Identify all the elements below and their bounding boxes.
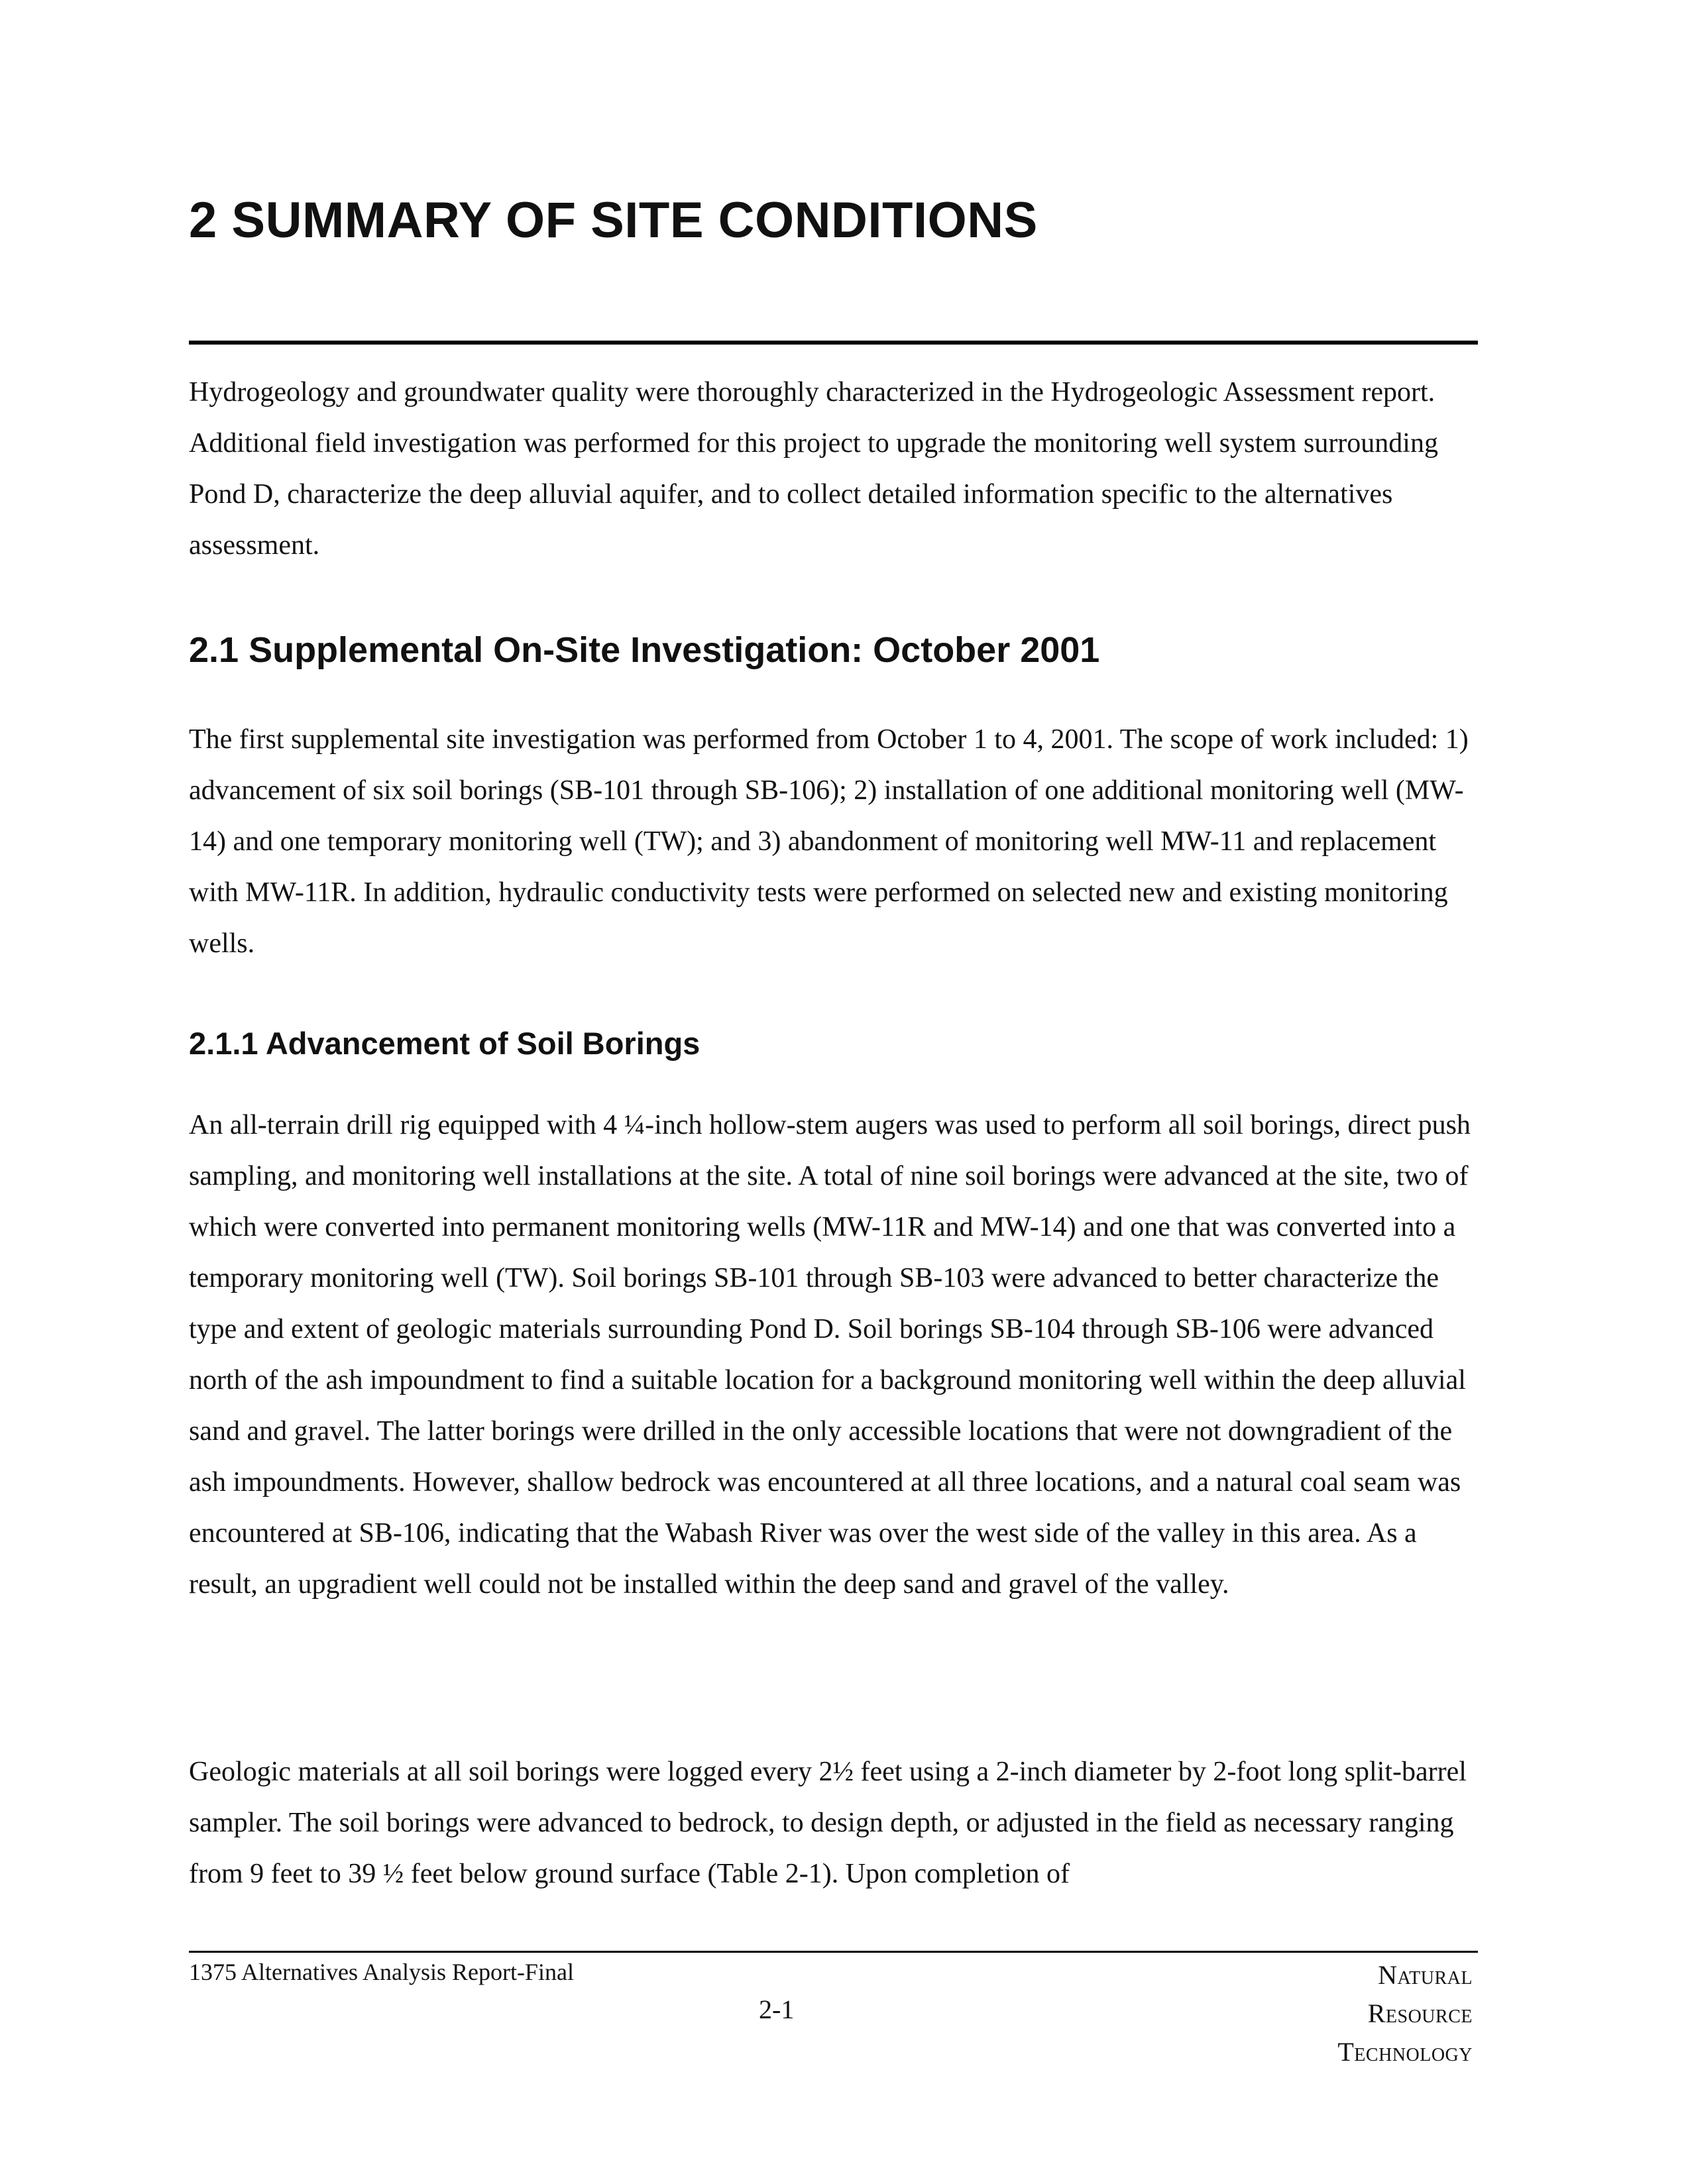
intro-paragraph: Hydrogeology and groundwater quality were thoroughly characterized in the Hydrogeologic Assessment report. Additional field investigation was performed for this project to upgrade the monitoring well system surrounding Pond D, characterize the deep alluvial aquifer, and to collect detailed information specific to the alternatives assessment. [189,377,1438,561]
section-2-1-paragraph: The first supplemental site investigation was performed from October 1 to 4, 2001. The scope of work included: 1) advancement of six soil borings (SB-101 through SB-106); 2) installation of one additional monitoring well (MW-14) and one temporary monitoring well (TW); and 3) abandonment of monitoring well MW-11 and replacement with MW-11R. In addition, hydraulic conductivity tests were performed on selected new and existing monitoring wells. [189,724,1469,959]
footer-report-title: 1375 Alternatives Analysis Report-Final [189,1959,574,1985]
heading-rule [189,341,1478,345]
section-2-1-1-paragraph-2: Geologic materials at all soil borings were logged every 2½ feet using a 2-inch diameter by 2-foot long split-barrel sampler. The soil borings were advanced to bedrock, to design depth, or adjusted in the field as necessary ranging from 9 feet to 39 ½ feet below ground surface (Table 2-1). Upon completion of [189,1757,1467,1889]
footer-company-line-3: Technology [1337,2037,1473,2067]
section-2-1-heading: 2.1 Supplemental On-Site Investigation: October 2001 [189,630,1100,670]
footer-page-number: 2-1 [759,1994,795,2024]
section-2-1-1-paragraph-1: An all-terrain drill rig equipped with 4 ¼-inch hollow-stem augers was used to perform all soil borings, direct push sampling, and monitoring well installations at the site. A total of nine soil borings were advanced at the site, two of which were converted into permanent monitoring wells (MW-11R and MW-14) and one that was converted into a temporary monitoring well (TW). Soil borings SB-101 through SB-103 were advanced to better characterize the type and extent of geologic materials surrounding Pond D. Soil borings SB-104 through SB-106 were advanced north of the ash impoundment to find a suitable location for a background monitoring well within the deep alluvial sand and gravel. The latter borings were drilled in the only accessible locations that were not downgradient of the ash impoundments. However, shallow bedrock was encountered at all three locations, and a natural coal seam was encountered at SB-106, indicating that the Wabash River was over the west side of the valley in this area. As a result, an upgradient well could not be installed within the deep sand and gravel of the valley. [189,1110,1471,1600]
footer-company-name [1337,1956,1473,2071]
footer-company-line-2: Resource [1367,1998,1473,2028]
footer-company-line-1: Natural [1378,1960,1473,1990]
section-2-1-1-heading: 2.1.1 Advancement of Soil Borings [189,1026,701,1061]
chapter-heading: 2 SUMMARY OF SITE CONDITIONS [189,192,1038,248]
footer-rule [189,1951,1478,1953]
